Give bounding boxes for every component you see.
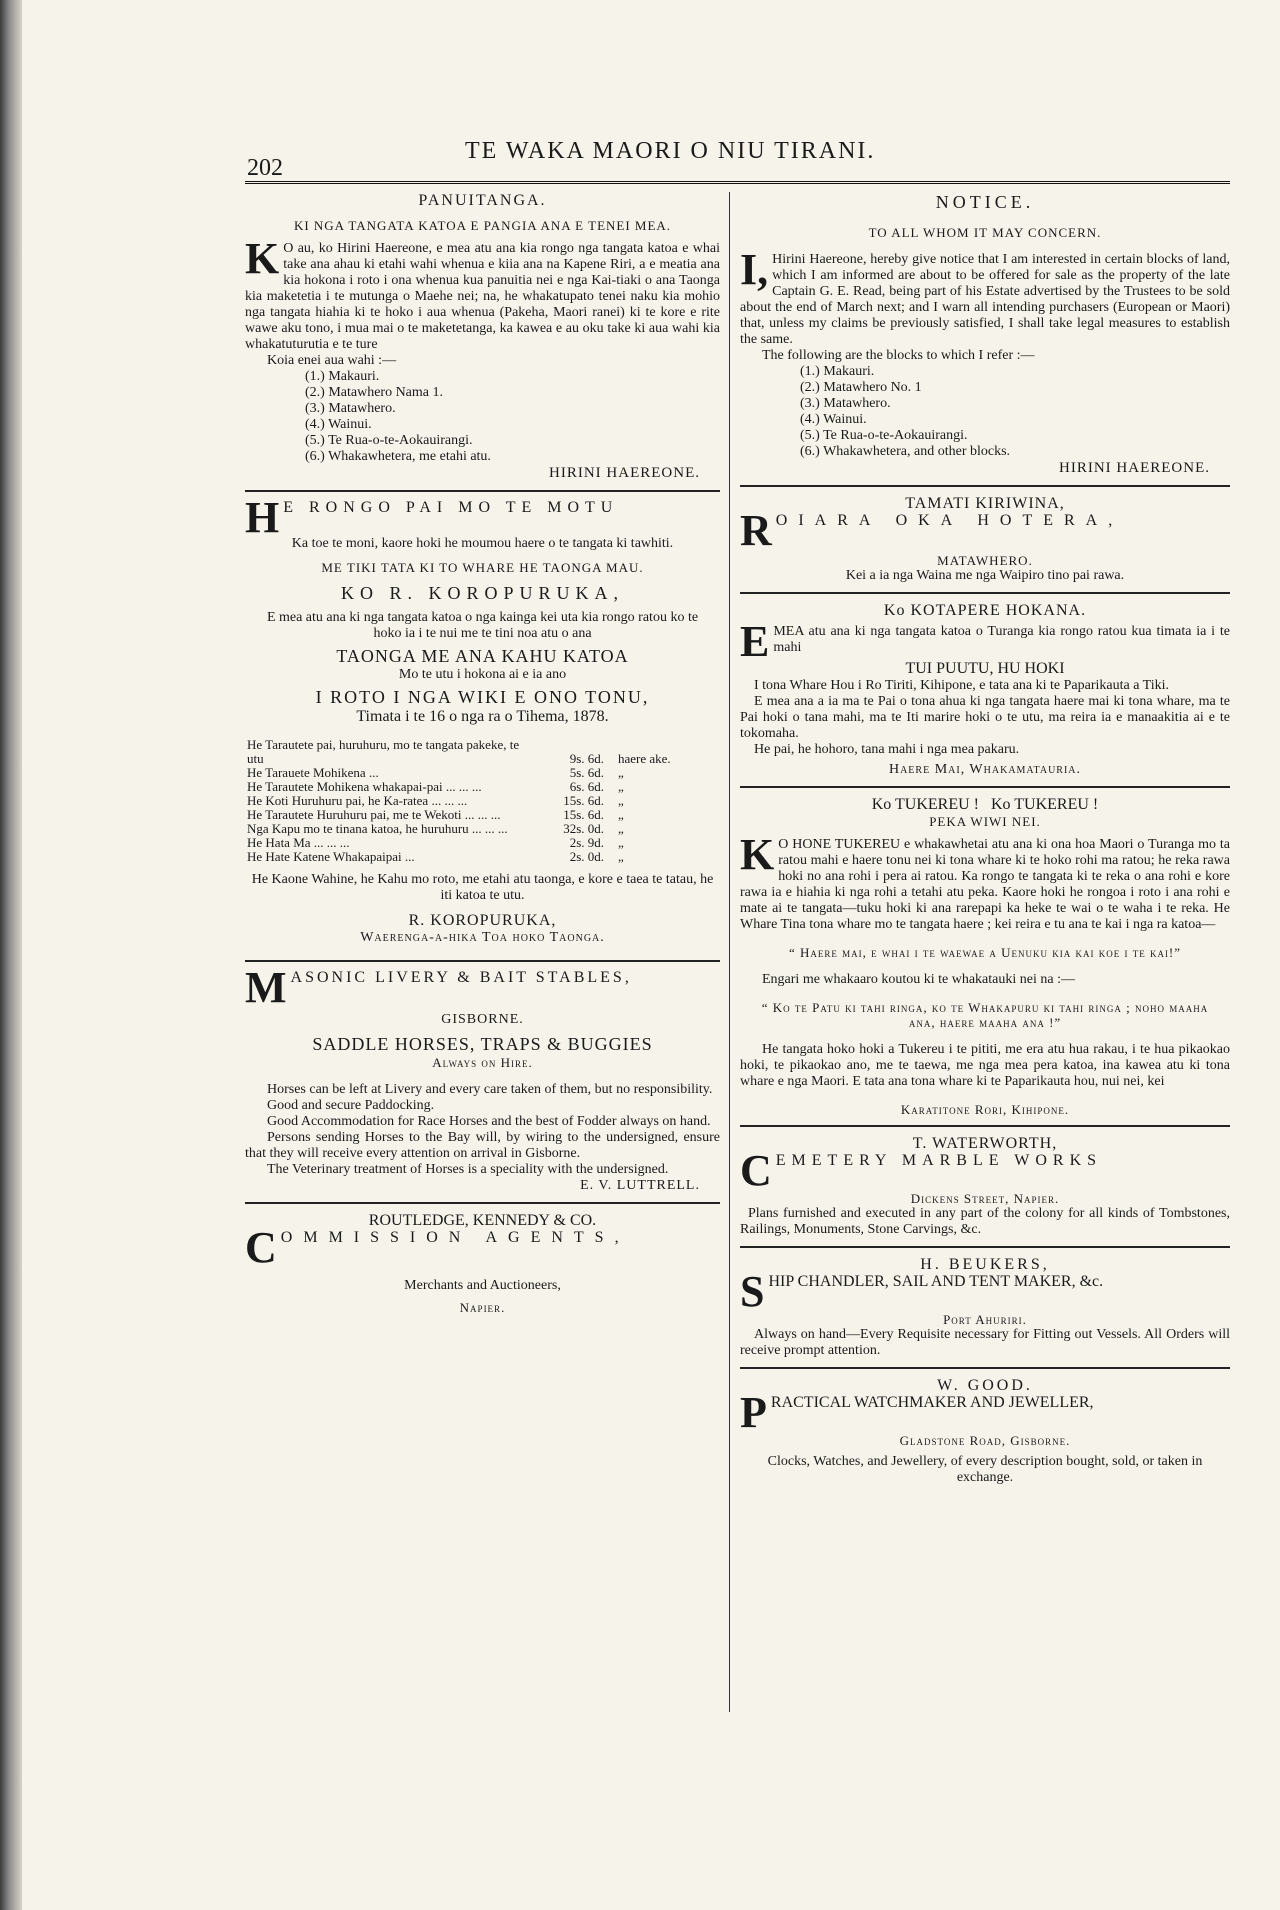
drop-cap: P	[740, 1388, 767, 1437]
tukereu-p2: Engari me whakaaro koutou ki te whakatauki nei na :—	[762, 972, 1075, 987]
routledge-ad	[245, 1212, 720, 1315]
page-number: 202	[247, 155, 283, 181]
price-value: 5s. 6d.	[569, 765, 604, 780]
divider	[740, 1367, 1230, 1369]
waterworth-name: T. WATERWORTH,	[912, 1135, 1058, 1152]
drop-cap: I,	[740, 245, 769, 294]
drop-cap: H	[245, 493, 280, 542]
price-value: 2s. 9d.	[569, 835, 604, 850]
routledge-name: ROUTLEDGE, KENNEDY & CO.	[368, 1212, 597, 1229]
koropuruka-big3: Timata i te 16 o nga ra o Tihema, 1878.	[356, 708, 609, 725]
masonic-p2: Good and secure Paddocking.	[267, 1098, 435, 1113]
list-item: (6.) Whakawhetera, and other blocks.	[800, 444, 1011, 459]
column-rule	[729, 192, 730, 1712]
price-value: 15s. 6d.	[563, 793, 604, 808]
tukereu-h1: Ko TUKEREU ! Ko TUKEREU !	[871, 796, 1099, 813]
koropuruka-big1: TAONGA ME ANA KAHU KATOA	[336, 646, 629, 666]
table-row	[245, 780, 720, 794]
divider	[245, 1202, 720, 1204]
good-ad	[740, 1377, 1230, 1486]
koropuruka-footer: He Kaone Wahine, he Kahu mo roto, me etahi atu taonga, e kore e taea te tatau, he iti katoa te utu.	[251, 872, 714, 903]
divider	[740, 1125, 1230, 1127]
beukers-title: HIP CHANDLER, SAIL AND TENT MAKER, &c.	[768, 1273, 1104, 1290]
routledge-line1: Merchants and Auctioneers,	[404, 1278, 561, 1293]
koropuruka-sub3: E mea atu ana ki nga tangata katoa o nga kainga kei uta kia rongo ratou ko te hoko ia i te nui me te tini noa atu o ana	[266, 610, 699, 641]
panuitanga-body: O au, ko Hirini Haereone, e mea atu ana kia rongo nga tangata katoa e whai take ana ahau ki etahi wahi whenua e kiia ana na Kapene Riri, a e meatia ana kia hokona i roto i ona whenua kua panuitia nei e nga Kai-tiaki o ana Taonga kia maketetia i te mutunga o Maehe nei; na, he whakatupato tenei naku kia mohio nga tangata hiahia ki te hoko i aua whenua (Pakeha, Maori ranei) ki te kore e rite wawe aku tono, i mua mai o te maketetanga, ka kawea e au oku take ki aua wahi kia whakatuturutia e te ture	[245, 241, 720, 352]
left-column	[245, 192, 720, 1315]
notice-subheading: TO ALL WHOM IT MAY CONCERN.	[868, 225, 1102, 240]
drop-cap: K	[740, 830, 775, 879]
waterworth-title: EMETERY MARBLE WORKS	[775, 1152, 1103, 1169]
running-head	[245, 135, 1230, 184]
beukers-name: H. BEUKERS,	[920, 1256, 1050, 1273]
price-note: „	[618, 793, 624, 808]
panuitanga-signature: HIRINI HAEREONE.	[549, 465, 700, 481]
price-item: He Hate Katene Whakapaipai ...	[247, 849, 415, 864]
tukereu-quote2: “ Ko te Patu ki tahi ringa, ko te Whakapuru ki tahi ringa ; noho maaha ana, haere maaha ana !”	[761, 1000, 1209, 1030]
table-row	[245, 808, 720, 822]
tukereu-quote1: “ Haere mai, e whai i te waewae a Uenuku kia kai koe i te kai!”	[788, 945, 1182, 960]
table-row	[245, 738, 720, 766]
drop-cap: E	[740, 617, 770, 666]
good-body: Clocks, Watches, and Jewellery, of every description bought, sold, or taken in exchange.	[767, 1454, 1203, 1485]
right-column	[740, 192, 1230, 1486]
list-item: (5.) Te Rua-o-te-Aokauirangi.	[800, 428, 968, 443]
price-note: „	[618, 821, 624, 836]
list-item: (1.) Makauri.	[800, 364, 875, 379]
tamati-ad	[740, 495, 1230, 584]
drop-cap: C	[740, 1146, 772, 1195]
price-value: 6s. 6d.	[569, 779, 604, 794]
masonic-ad	[245, 963, 720, 1194]
waterworth-body: Plans furnished and executed in any part of the colony for all kinds of Tombstones, Railings, Monuments, Stone Carvings, &c.	[740, 1206, 1230, 1237]
divider	[740, 786, 1230, 788]
table-row	[245, 836, 720, 850]
tamati-line: Kei a ia nga Waina me nga Waipiro tino pai rawa.	[845, 568, 1125, 583]
masonic-p5: The Veterinary treatment of Horses is a speciality with the undersigned.	[267, 1162, 669, 1177]
koropuruka-sub4: Mo te utu i hokona ai e ia ano	[398, 667, 567, 682]
table-row	[245, 850, 720, 864]
divider	[740, 485, 1230, 487]
newspaper-page	[245, 135, 1230, 1485]
price-item: He Tarautete pai, huruhuru, mo te tangata pakeke, te utu	[247, 737, 520, 766]
price-note: „	[618, 765, 624, 780]
price-table	[245, 738, 720, 864]
table-row	[245, 766, 720, 780]
list-item: (2.) Matawhero Nama 1.	[305, 385, 444, 400]
notice-signature: HIRINI HAEREONE.	[1059, 460, 1210, 476]
koropuruka-sig-line: Waerenga-a-hika Toa hoko Taonga.	[360, 930, 605, 945]
koropuruka-name: KO R. KOROPURUKA,	[340, 583, 625, 603]
price-note: „	[618, 779, 624, 794]
tamati-name: TAMATI KIRIWINA,	[905, 495, 1065, 512]
hokana-p3: He pai, he hohoro, tana mahi i nga mea pakaru.	[754, 742, 1020, 757]
list-item: (6.) Whakawhetera, me etahi atu.	[305, 449, 491, 464]
beukers-place: Port Ahuriri.	[943, 1312, 1027, 1327]
routledge-line2: Napier.	[459, 1300, 506, 1315]
koropuruka-headline: E RONGO PAI MO TE MOTU	[283, 499, 619, 516]
koropuruka-big2: I ROTO I NGA WIKI E ONO TONU,	[315, 687, 650, 707]
panuitanga-ad	[245, 192, 720, 482]
divider	[740, 1246, 1230, 1248]
koropuruka-signature: R. KOROPURUKA,	[408, 912, 557, 929]
masonic-p3: Good Accommodation for Race Horses and the best of Fodder always on hand.	[267, 1114, 711, 1129]
divider	[245, 960, 720, 962]
price-item: He Hata Ma ... ... ...	[247, 835, 350, 850]
notice-body: Hirini Haereone, hereby give notice that I am interested in certain blocks of land, which I am informed are about to be offered for sale as the property of the late Captain G. E. Read, being part of his Estate advertised by the Trustees to be sold about the end of March next; and I warn all intending purchasers (European or Maori) that, unless my claims be previously satisfied, I shall take legal measures to establish the same.	[740, 252, 1230, 347]
hokana-sig: Haere Mai, Whakamatauria.	[888, 762, 1082, 777]
tukereu-h2: PEKA WIWI NEI.	[929, 814, 1041, 829]
drop-cap: C	[245, 1223, 277, 1272]
hokana-trade: TUI PUUTU, HU HOKI	[905, 660, 1065, 677]
masonic-headline: SADDLE HORSES, TRAPS & BUGGIES	[312, 1034, 653, 1054]
list-item: (4.) Wainui.	[305, 417, 372, 432]
notice-list	[800, 364, 1230, 460]
price-value: 2s. 0d.	[569, 849, 604, 864]
table-row	[245, 822, 720, 836]
price-note: haere ake.	[618, 751, 671, 766]
price-value: 32s. 0d.	[563, 821, 604, 836]
masonic-p4: Persons sending Horses to the Bay will, by wiring to the undersigned, ensure that they will receive every attention on arrival in Gisborne.	[245, 1130, 720, 1161]
price-note: „	[618, 807, 624, 822]
drop-cap: R	[740, 506, 772, 555]
divider	[245, 490, 720, 492]
drop-cap: K	[245, 234, 280, 283]
list-item: (5.) Te Rua-o-te-Aokauirangi.	[305, 433, 473, 448]
masonic-signature: E. V. LUTTRELL.	[580, 1178, 700, 1193]
tukereu-body: O HONE TUKEREU e whakawhetai atu ana ki ona hoa Maori o Turanga mo ta ratou mahi e haere tonu nei ki tona whare ki te hoko rohi ma ratou; he reka rawa hoki no ana rohi i pera ai ratou. Ka rongo te tangata ki te reka o ana rohi e kore rawa ia e hiahia ki nga rohi a tetahi atu peka. Kaore hoki he rongoa i roto i ana rohi e mate ai te tangata—tuku hoki ki ana rarepapi ka heke te wai o te waha i te reka. He Whare Tina tona whare mo te tangata haere ; kei reira e tu ana te kai i nga ra katoa—	[740, 837, 1230, 932]
masonic-title: ASONIC LIVERY & BAIT STABLES,	[290, 969, 632, 986]
list-item: (1.) Makauri.	[305, 369, 380, 384]
table-row	[245, 794, 720, 808]
good-place: Gladstone Road, Gisborne.	[899, 1433, 1071, 1448]
hokana-p1: I tona Whare Hou i Ro Tiriti, Kihipone, e tata ana ki te Paparikauta a Tiki.	[754, 678, 1170, 693]
good-name: W. GOOD.	[937, 1377, 1033, 1394]
notice-ad	[740, 192, 1230, 477]
tukereu-p3: He tangata hoko hoki a Tukereu i te pititi, me era atu hua rakau, i te hua pikaokao hoki, te pikaokao ano, me te taewa, me nga mea pera katoa, ina kawea atu ki tona whare e nga Maori. E tata ana tona whare ki te Paparikauta hou, nui nei, kei	[740, 1042, 1230, 1089]
hokana-lead: MEA atu ana ki nga tangata katoa o Turanga kia rongo ratou kua timata ia i te mahi	[773, 624, 1230, 655]
price-item: He Koti Huruhuru pai, he Ka-ratea ... ... ...	[247, 793, 468, 808]
masonic-p1: Horses can be left at Livery and every care taken of them, but no responsibility.	[267, 1082, 713, 1097]
beukers-ad	[740, 1256, 1230, 1359]
hokana-p2: E mea ana a ia ma te Pai o tona ahua ki nga tangata haere mai ki tona whare, ma te Pai hoki o tana mahi, ma te Iti marire hoki o te utu, ma reira ia e manaakitia ai e te tokomaha.	[740, 694, 1230, 741]
price-item: Nga Kapu mo te tinana katoa, he huruhuru ... ... ...	[247, 821, 508, 836]
routledge-title: OMMISSION AGENTS,	[280, 1229, 630, 1246]
notice-intro: The following are the blocks to which I refer :—	[762, 348, 1035, 363]
koropuruka-sub2: ME TIKI TATA KI TO WHARE HE TAONGA MAU.	[321, 560, 644, 575]
panuitanga-subheading: KI NGA TANGATA KATOA E PANGIA ANA E TENEI MEA.	[293, 218, 672, 233]
koropuruka-sub1: Ka toe te moni, kaore hoki he moumou haere o te tangata ki tawhiti.	[291, 536, 674, 551]
divider	[740, 592, 1230, 594]
price-value: 9s. 6d.	[569, 751, 604, 766]
waterworth-ad	[740, 1135, 1230, 1238]
price-item: He Tarautete Mohikena whakapai-pai ... ... ...	[247, 779, 482, 794]
beukers-body: Always on hand—Every Requisite necessary for Fitting out Vessels. All Orders will receive prompt attention.	[740, 1327, 1230, 1358]
price-note: „	[618, 849, 624, 864]
price-value: 15s. 6d.	[563, 807, 604, 822]
panuitanga-intro: Koia enei aua wahi :—	[267, 353, 397, 368]
tamati-place: MATAWHERO.	[937, 553, 1033, 568]
masonic-always: Always on Hire.	[432, 1055, 533, 1070]
list-item: (3.) Matawhero.	[800, 396, 891, 411]
tukereu-ad	[740, 796, 1230, 1117]
hokana-ad	[740, 602, 1230, 778]
notice-heading: NOTICE.	[935, 192, 1035, 212]
koropuruka-ad	[245, 493, 720, 946]
journal-title: TE WAKA MAORI O NIU TIRANI.	[465, 138, 876, 164]
scan-edge-shadow	[0, 0, 22, 1910]
list-item: (2.) Matawhero No. 1	[800, 380, 922, 395]
hokana-name: Ko KOTAPERE HOKANA.	[883, 602, 1087, 619]
price-note: „	[618, 835, 624, 850]
price-item: He Tarautete Huruhuru pai, me te Wekoti ... ... ...	[247, 807, 501, 822]
tamati-title: OIARA OKA HOTERA,	[775, 512, 1124, 529]
drop-cap: M	[245, 963, 287, 1012]
tukereu-sig: Karatitone Rori, Kihipone.	[900, 1102, 1070, 1117]
price-item: He Tarauete Mohikena ...	[247, 765, 379, 780]
drop-cap: S	[740, 1267, 765, 1316]
waterworth-place: Dickens Street, Napier.	[910, 1191, 1060, 1206]
masonic-place: GISBORNE.	[441, 1012, 524, 1027]
panuitanga-list	[305, 369, 720, 465]
list-item: (4.) Wainui.	[800, 412, 867, 427]
good-title: RACTICAL WATCHMAKER AND JEWELLER,	[770, 1394, 1094, 1411]
list-item: (3.) Matawhero.	[305, 401, 396, 416]
panuitanga-heading: PANUITANGA.	[418, 192, 547, 209]
